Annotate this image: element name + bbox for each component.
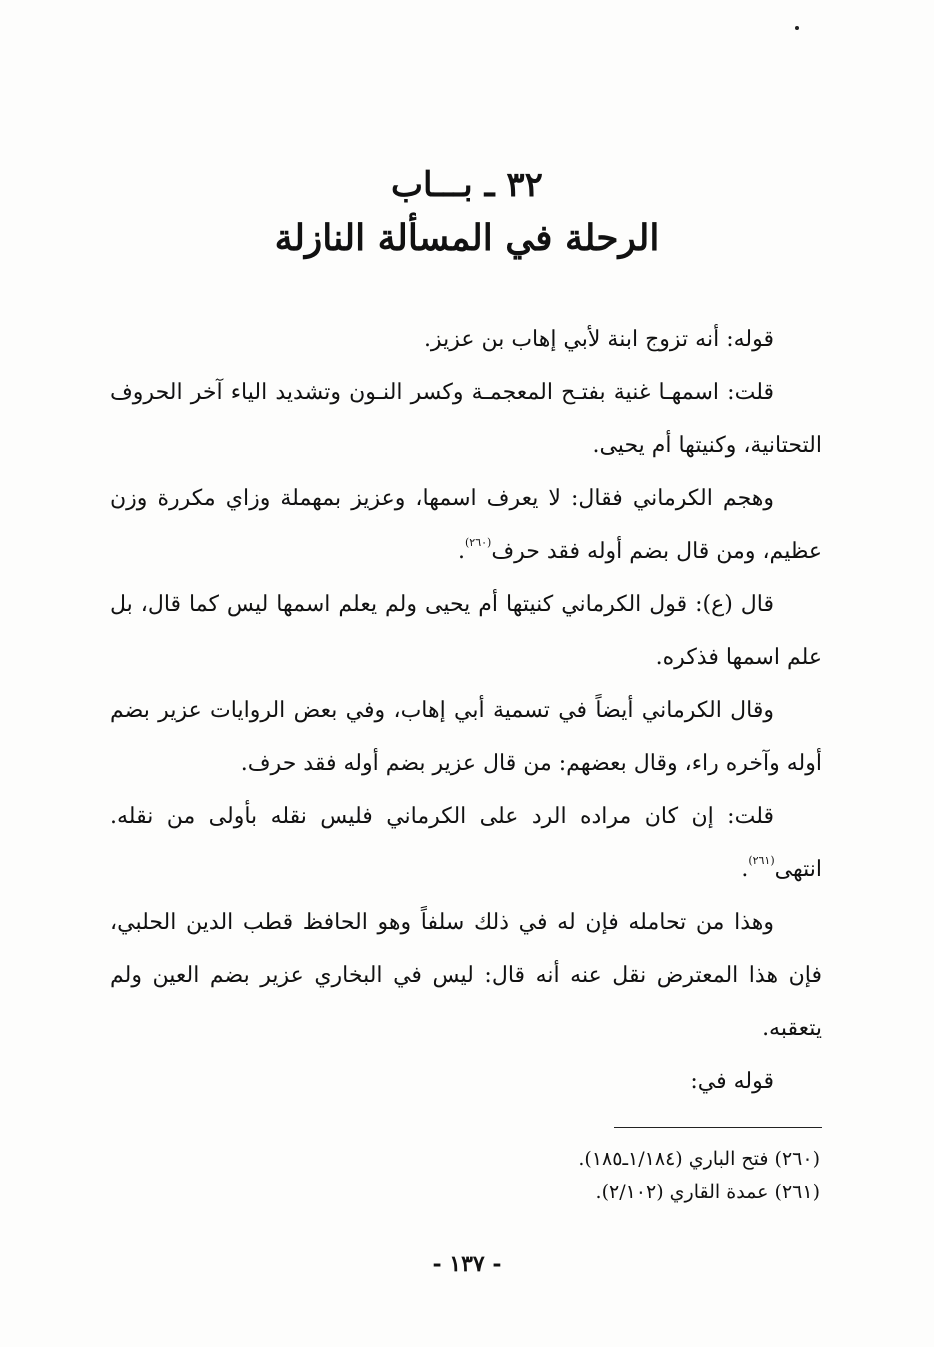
paragraph-text: قلت: إن كان مراده الرد على الكرماني فليس نقله بأولى من نقله. انتهى <box>110 804 822 882</box>
paragraph-text: وهجم الكرماني فقال: لا يعرف اسمها، وعزيز بمهملة وزاي مكررة وزن عظيم، ومن قال بضم أوله فقد حرف <box>110 486 822 564</box>
paragraph <box>110 313 822 366</box>
paragraph <box>110 684 822 790</box>
paragraph <box>110 578 822 684</box>
paragraph <box>110 896 822 1055</box>
scan-speck <box>795 26 799 30</box>
paragraph-text: قوله في: <box>690 1069 774 1094</box>
footnote: (٢٦١) عمدة القاري (٢/١٠٢). <box>595 1181 820 1203</box>
footnote-divider <box>614 1127 822 1128</box>
paragraph-tail: . <box>741 857 749 882</box>
page-number: - ١٣٧ - <box>432 1251 502 1277</box>
paragraph <box>110 1055 822 1108</box>
paragraph-text: وقال الكرماني أيضاً في تسمية أبي إهاب، وفي بعض الروايات عزير بضم أوله وآخره راء، وقال بعضهم: من قال عزير بضم أوله فقد حرف. <box>110 698 822 776</box>
body-text <box>110 313 822 1108</box>
paragraph-tail: . <box>457 539 465 564</box>
paragraph-text: قلت: اسمهـا غنية بفتـح المعجمـة وكسر النـون وتشديد الياء آخر الحروف التحتانية، وكنيتها أم يحيى. <box>110 380 822 458</box>
chapter-title: الرحلة في المسألة النازلة <box>274 217 660 259</box>
paragraph <box>110 472 822 578</box>
footnotes <box>300 1143 820 1209</box>
footnote: (٢٦٠) فتح الباري (١/١٨٤ـ١٨٥). <box>578 1148 820 1170</box>
footnote-marker: (٢٦٠) <box>464 536 492 549</box>
footnote-marker: (٢٦١) <box>748 854 775 867</box>
paragraph-text: قوله: أنه تزوج ابنة لأبي إهاب بن عزيز. <box>423 327 774 352</box>
paragraph <box>110 366 822 472</box>
paragraph-text: قال (ع): قول الكرماني كنيتها أم يحيى ولم يعلم اسمها ليس كما قال، بل علم اسمها فذكره. <box>110 592 822 670</box>
paragraph-text: وهذا من تحامله فإن له في ذلك سلفاً وهو الحافظ قطب الدين الحلبي، فإن هذا المعترض نقل عنه أنه قال: ليس في البخاري عزير بضم العين ولم يتعقبه. <box>110 910 822 1041</box>
paragraph <box>110 790 822 896</box>
chapter-number: ٣٢ ـ بـــاب <box>391 165 543 205</box>
